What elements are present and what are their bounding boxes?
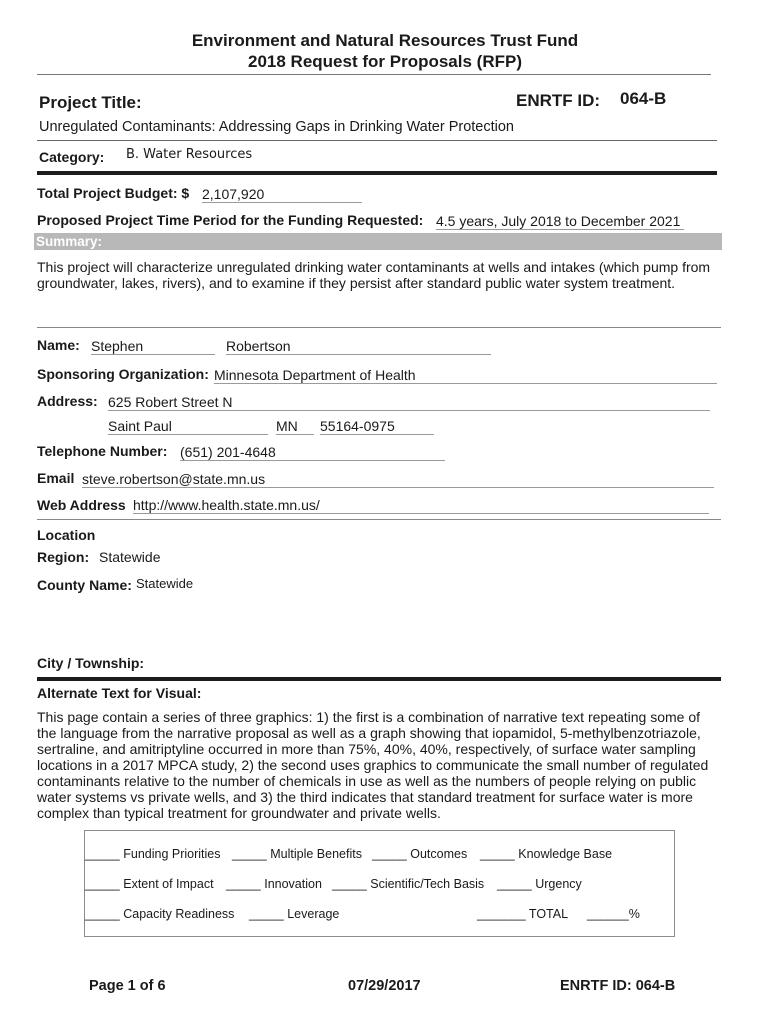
city-township-label: City / Township: xyxy=(37,655,145,671)
org-value: Minnesota Department of Health xyxy=(214,367,717,384)
street-value: 625 Robert Street N xyxy=(108,394,710,411)
score-knowledge-base: _____ Knowledge Base xyxy=(480,847,613,861)
email-value: steve.robertson@state.mn.us xyxy=(82,471,714,488)
category-rule xyxy=(37,171,717,175)
summary-rule xyxy=(37,327,721,328)
alt-text-heading: Alternate Text for Visual: xyxy=(37,685,202,701)
city-rule xyxy=(37,677,721,681)
score-extent-of-impact: _____ Extent of Impact xyxy=(85,877,214,891)
category-value: B. Water Resources xyxy=(126,147,253,162)
name-label: Name: xyxy=(37,337,80,353)
region-label: Region: xyxy=(37,549,90,565)
score-scientific-tech-basis: _____ Scientific/Tech Basis xyxy=(332,877,485,891)
period-label: Proposed Project Time Period for the Funding Requested: xyxy=(37,212,424,228)
address-label: Address: xyxy=(37,393,98,409)
footer-date: 07/29/2017 xyxy=(348,978,421,994)
web-label: Web Address xyxy=(37,497,126,513)
budget-value: 2,107,920 xyxy=(202,186,362,203)
web-value: http://www.health.state.mn.us/ xyxy=(133,497,709,514)
budget-label: Total Project Budget: $ xyxy=(37,185,190,201)
county-value: Statewide xyxy=(136,576,194,591)
county-label: County Name: xyxy=(37,577,132,593)
first-name: Stephen xyxy=(91,338,215,355)
header-subtitle: 2018 Request for Proposals (RFP) xyxy=(248,52,522,71)
org-label: Sponsoring Organization: xyxy=(37,366,209,382)
score-capacity-readiness: _____ Capacity Readiness xyxy=(85,907,235,921)
score-percent: ______% xyxy=(587,907,640,921)
score-total: _______ TOTAL xyxy=(477,907,569,921)
score-leverage: _____ Leverage xyxy=(249,907,340,921)
email-label: Email xyxy=(37,470,75,486)
footer-page: Page 1 of 6 xyxy=(89,978,166,994)
project-title-value: Unregulated Contaminants: Addressing Gaps in Drinking Water Protection xyxy=(39,119,514,135)
score-funding-priorities: _____ Funding Priorities xyxy=(85,847,221,861)
summary-bar: Summary: xyxy=(34,233,722,250)
last-name: Robertson xyxy=(226,338,491,355)
scoring-box xyxy=(84,830,675,937)
location-rule xyxy=(37,519,721,520)
score-outcomes: _____ Outcomes xyxy=(372,847,468,861)
header-rule xyxy=(37,74,711,75)
zip-value: 55164-0975 xyxy=(320,418,434,435)
period-value: 4.5 years, July 2018 to December 2021 xyxy=(436,213,684,230)
phone-label: Telephone Number: xyxy=(37,443,168,459)
score-urgency: _____ Urgency xyxy=(497,877,582,891)
footer-id: ENRTF ID: 064-B xyxy=(560,978,676,994)
summary-text: This project will characterize unregulated drinking water contaminants at wells and intakes (which pump from groundwater, lakes, rivers), and to examine if they persist after standard public water system treatment. xyxy=(37,259,711,291)
location-heading: Location xyxy=(37,527,96,543)
alt-text-body: This page contain a series of three graphics: 1) the first is a combination of narrative text repeating some of the language from the narrative proposal as well as a graph showing that iopamidol, 5-methylbenzotriazole, sertraline, and amitriptyline occurred in more than 75%, 40%, 40%, respectively, of surface water sampling locations in a 2017 MPCA study, 2) the second uses graphics to communicate the small number of regulated contaminants relative to the number of chemicals in use as well as the numbers of people relying on public water systems vs private wells, and 3) the third indicates that standard treatment for surface water is more complex than typical treatment for groundwater and private wells. xyxy=(37,709,709,821)
title-rule xyxy=(37,140,717,141)
score-multiple-benefits: _____ Multiple Benefits xyxy=(232,847,362,861)
enrtf-id-value: 064-B xyxy=(620,89,667,108)
region-value: Statewide xyxy=(99,549,161,565)
category-label: Category: xyxy=(39,149,105,165)
phone-value: (651) 201-4648 xyxy=(180,444,445,461)
state-value: MN xyxy=(276,418,314,435)
header-title: Environment and Natural Resources Trust Fund xyxy=(191,31,579,50)
enrtf-id-label: ENRTF ID: xyxy=(516,91,601,110)
project-title-label: Project Title: xyxy=(39,93,142,112)
score-innovation: _____ Innovation xyxy=(226,877,322,891)
city-value: Saint Paul xyxy=(108,418,268,435)
